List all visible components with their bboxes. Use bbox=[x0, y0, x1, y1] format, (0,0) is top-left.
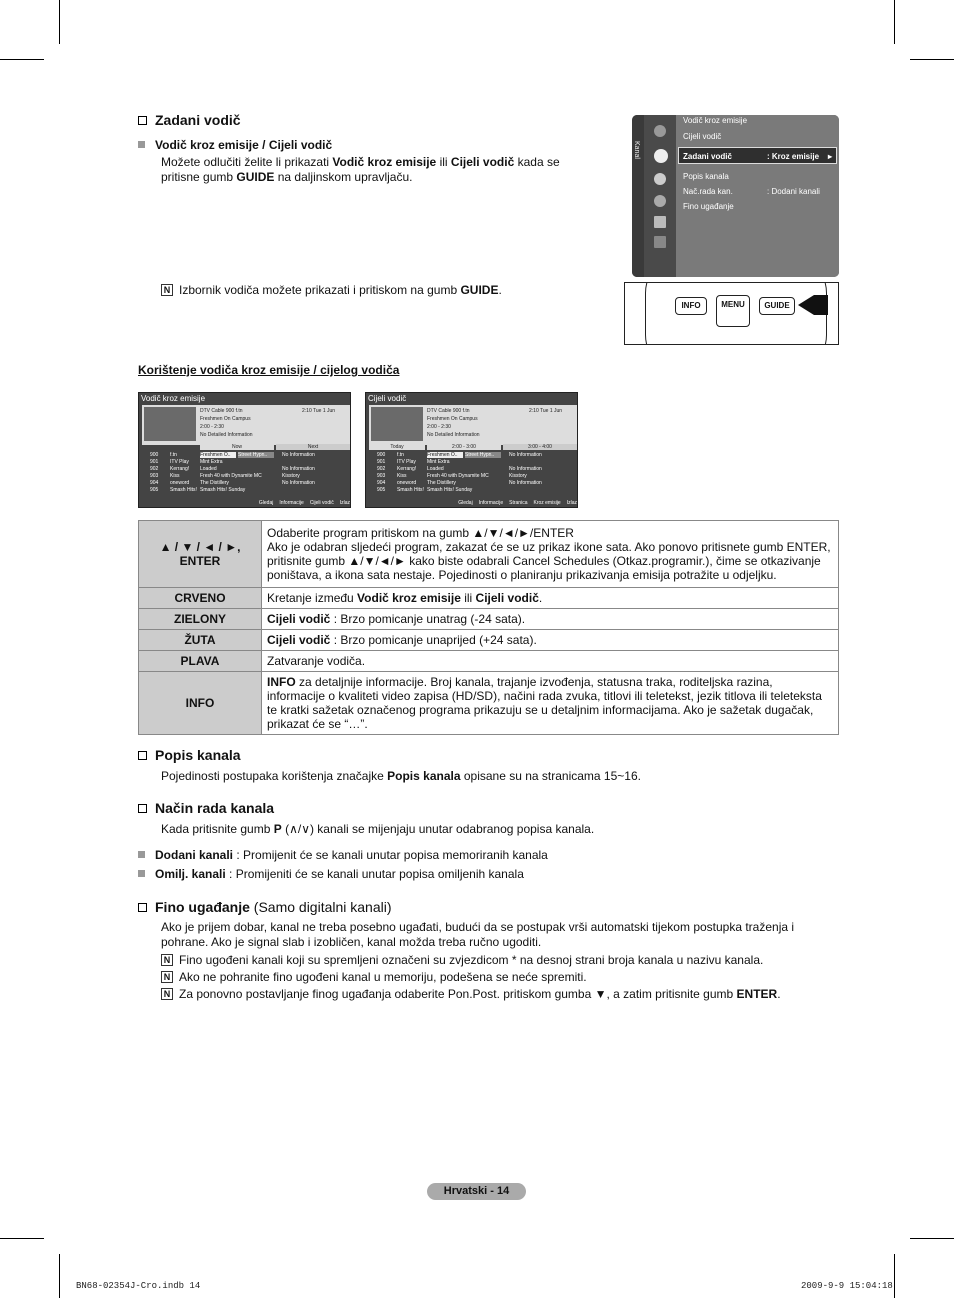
print-slug-file: BN68-02354J-Cro.indb 14 bbox=[76, 1281, 201, 1291]
square-bullet-icon bbox=[138, 851, 145, 858]
table-key: CRVENO bbox=[139, 588, 262, 609]
note-icon: N bbox=[161, 971, 173, 983]
table-value: Cijeli vodič : Brzo pomicanje unaprijed (+24 sata). bbox=[262, 630, 839, 651]
info-button[interactable]: INFO bbox=[675, 297, 707, 315]
guide-row[interactable]: 905 Smash Hits! Smash Hits! Sunday bbox=[377, 487, 473, 493]
guide-row[interactable]: 901 ITV Play Mint Extra bbox=[377, 459, 450, 465]
table-value: Cijeli vodič : Brzo pomicanje unatrag (-24 sata). bbox=[262, 609, 839, 630]
application-icon bbox=[654, 216, 666, 228]
guide-row[interactable]: 902 Kerrang! Loaded No Information bbox=[150, 466, 315, 472]
guide-screenshot-programme: Vodič kroz emisije DTV Cable 900 f.tn Freshmen On Campus 2:00 - 2:30 No Detailed Information 2:10 Tue 1 Jun Now Next 900 f.tn Freshmen O.. Street Hypn.. No Information 901 ITV Play Mint Extra 902 Kerrang! Loaded No Information 903 Kiss Fresh 40 with Dynamite MC Kisstory 904 oneword The Distillery No Information 905 Smash Hits! Smash Hits! Sunday Gledaj Informacije Cijeli vodič Izlaz bbox=[138, 392, 351, 508]
input-icon bbox=[654, 195, 666, 207]
note: N Ako ne pohranite fino ugođeni kanal u memoriju, podešena se neće spremiti. bbox=[161, 970, 587, 985]
guide-info-panel: DTV Cable 900 f.tn Freshmen On Campus 2:00 - 2:30 No Detailed Information 2:10 Tue 1 Jun bbox=[142, 405, 350, 445]
guide-footer: Gledaj Informacije Cijeli vodič Izlaz bbox=[258, 500, 350, 506]
menu-items bbox=[676, 115, 839, 277]
menu-item-selected[interactable]: Zadani vodič : Kroz emisije ▸ bbox=[678, 147, 837, 164]
guide-row[interactable]: 902 Kerrang! Loaded No Information bbox=[377, 466, 542, 472]
table-row bbox=[139, 588, 839, 609]
tv-menu-screenshot bbox=[632, 115, 839, 277]
print-slug-date: 2009-9-9 15:04:18 bbox=[801, 1281, 893, 1291]
table-value: Odaberite program pritiskom na gumb ▲/▼/◄/►/ENTER Ako je odabran sljedeći program, zakazat će se uz prikaz ikone sata. Ako ponovo pritisnete gumb ENTER, pritisnite gumb ▲/▼/◄/► kako biste odabrali Cancel Schedules (Otkaz.programir.), čime se otkazivanje poništava, a ikona sata nestaje. Pojedinosti o planiranju prikazivanja emisija potražite u odjeljku. bbox=[262, 521, 839, 588]
section-heading-koristenje: Korištenje vodiča kroz emisije / cijelog vodiča bbox=[138, 363, 400, 377]
crop-mark bbox=[59, 0, 60, 44]
crop-mark bbox=[59, 1254, 60, 1298]
table-value: Kretanje između Vodič kroz emisije ili Cijeli vodič. bbox=[262, 588, 839, 609]
table-key: ▲ / ▼ / ◄ / ►, ENTER bbox=[139, 521, 262, 588]
arrow-right-icon: ▸ bbox=[827, 152, 832, 161]
crop-mark bbox=[910, 59, 954, 60]
sub-heading: Vodič kroz emisije / Cijeli vodič bbox=[138, 138, 332, 153]
list-item: Omilj. kanali : Promijeniti će se kanali unutar popisa omiljenih kanala bbox=[138, 867, 524, 882]
menu-icon-column bbox=[644, 115, 676, 277]
pointer-arrow-icon bbox=[798, 295, 814, 315]
guide-button[interactable]: GUIDE bbox=[759, 297, 795, 315]
note-icon: N bbox=[161, 954, 173, 966]
crop-mark bbox=[0, 1238, 44, 1239]
guide-row[interactable]: 901 ITV Play Mint Extra bbox=[150, 459, 223, 465]
guide-footer: Gledaj Informacije Stranica Kroz emisije Izlaz bbox=[458, 500, 577, 506]
guide-row[interactable]: 900 f.tn Freshmen O.. Street Hypn.. No Information bbox=[150, 452, 315, 458]
table-row bbox=[139, 521, 839, 588]
video-thumbnail bbox=[371, 407, 423, 441]
crop-mark bbox=[894, 0, 895, 44]
note: N Izbornik vodiča možete prikazati i pritiskom na gumb GUIDE. bbox=[161, 283, 502, 298]
guide-screenshot-full: Cijeli vodič DTV Cable 900 f.tn Freshmen On Campus 2:00 - 2:30 No Detailed Information 2:10 Tue 1 Jun Today 2:00 - 3:00 3:00 - 4:00 900 f.tn Freshmen O.. Street Hypn.. No Information 901 ITV Play Mint Extra 902 Kerrang! Loaded No Information 903 Kiss Fresh 40 with Dynamite MC Kisstory 904 oneword The Distillery No Information 905 Smash Hits! Smash Hits! Sunday Gledaj Informacije Stranica Kroz emisije Izlaz bbox=[365, 392, 578, 508]
setup-gear-icon bbox=[654, 173, 666, 185]
menu-item[interactable]: Popis kanala bbox=[683, 172, 729, 181]
square-bullet-icon bbox=[138, 141, 145, 148]
table-key: PLAVA bbox=[139, 651, 262, 672]
guide-title: Cijeli vodič bbox=[368, 394, 407, 403]
checkbox-bullet-icon bbox=[138, 751, 147, 760]
table-row bbox=[139, 609, 839, 630]
menu-item[interactable]: Cijeli vodič bbox=[683, 132, 722, 141]
checkbox-bullet-icon bbox=[138, 903, 147, 912]
crop-mark bbox=[0, 59, 44, 60]
table-value: Zatvaranje vodiča. bbox=[262, 651, 839, 672]
support-icon bbox=[654, 236, 666, 248]
page-number-badge: Hrvatski - 14 bbox=[427, 1183, 526, 1200]
guide-row[interactable]: 903 Kiss Fresh 40 with Dynamite MC Kisstory bbox=[150, 473, 300, 479]
menu-button[interactable]: MENU bbox=[716, 295, 750, 327]
guide-row[interactable]: 904 oneword The Distillery No Information bbox=[377, 480, 542, 486]
note-icon: N bbox=[161, 284, 173, 296]
menu-item[interactable]: Vodič kroz emisije bbox=[683, 116, 748, 125]
video-thumbnail bbox=[144, 407, 196, 441]
table-value: INFO za detaljnije informacije. Broj kanala, trajanje izvođenja, statusna traka, roditeljska razina, informacije o kvaliteti video zapisa (HD/SD), načini rada zvuka, titlovi ili teletekst, jezik titlova ili teleteksta te kratki sažetak označenog programa prikazuju se u detaljnim informacijama. Ako je sažetak dugačak, prikazat će se “…”. bbox=[262, 672, 839, 735]
menu-side-strip bbox=[632, 115, 644, 277]
table-row bbox=[139, 672, 839, 735]
table-row bbox=[139, 651, 839, 672]
table-key: ZIELONY bbox=[139, 609, 262, 630]
checkbox-bullet-icon bbox=[138, 804, 147, 813]
section1-paragraph: Možete odlučiti želite li prikazati Vodič kroz emisije ili Cijeli vodič kada se pritisne gumb GUIDE na daljinskom upravljaču. bbox=[161, 155, 560, 184]
section-heading-zadani-vodic: Zadani vodič bbox=[138, 112, 241, 128]
fino-paragraph: Ako je prijem dobar, kanal ne treba posebno ugađati, budući da se postupak vrši automatski tijekom postupka traženja i pohrane. Ako je signal slab i izobličen, kanal možda treba ručno ugoditi. bbox=[161, 920, 795, 949]
popis-paragraph: Pojedinosti postupaka korištenja značajke Popis kanala opisane su na stranicama 15~16. bbox=[161, 769, 641, 783]
menu-item[interactable]: Nač.rada kan. : Dodani kanali bbox=[683, 187, 820, 196]
list-item: Dodani kanali : Promijenit će se kanali unutar popisa memoriranih kanala bbox=[138, 848, 548, 863]
guide-buttons-table bbox=[138, 520, 839, 735]
note: N Fino ugođeni kanali koji su spremljeni označeni su zvjezdicom * na desnoj strani broja kanala u nazivu kanala. bbox=[161, 953, 763, 968]
table-key: ŽUTA bbox=[139, 630, 262, 651]
remote-illustration bbox=[624, 282, 839, 345]
section-heading-popis-kanala: Popis kanala bbox=[138, 747, 241, 763]
pointer-arrow-tail-icon bbox=[814, 295, 828, 315]
square-bullet-icon bbox=[138, 870, 145, 877]
guide-row[interactable]: 900 f.tn Freshmen O.. Street Hypn.. No Information bbox=[377, 452, 542, 458]
crop-mark bbox=[910, 1238, 954, 1239]
guide-row[interactable]: 905 Smash Hits! Smash Hits! Sunday bbox=[150, 487, 246, 493]
section-heading-fino-ugadanje: Fino ugađanje (Samo digitalni kanali) bbox=[138, 899, 392, 915]
guide-info-panel: DTV Cable 900 f.tn Freshmen On Campus 2:00 - 2:30 No Detailed Information 2:10 Tue 1 Jun bbox=[369, 405, 577, 445]
checkbox-bullet-icon bbox=[138, 116, 147, 125]
section-heading-nacin-rada: Način rada kanala bbox=[138, 800, 274, 816]
note: N Za ponovno postavljanje finog ugađanja odaberite Pon.Post. pritiskom gumba ▼, a zatim pritisnite gumb ENTER. bbox=[161, 987, 781, 1002]
table-row bbox=[139, 630, 839, 651]
guide-title: Vodič kroz emisije bbox=[141, 394, 206, 403]
channel-icon bbox=[654, 149, 668, 163]
picture-icon bbox=[654, 125, 666, 137]
guide-row[interactable]: 904 oneword The Distillery No Information bbox=[150, 480, 315, 486]
nacin-paragraph: Kada pritisnite gumb P (∧/∨) kanali se mijenjaju unutar odabranog popisa kanala. bbox=[161, 822, 595, 836]
menu-item[interactable]: Fino ugađanje bbox=[683, 202, 734, 211]
menu-side-label: Kanal bbox=[633, 141, 640, 159]
guide-row[interactable]: 903 Kiss Fresh 40 with Dynamite MC Kisstory bbox=[377, 473, 527, 479]
table-key: INFO bbox=[139, 672, 262, 735]
note-icon: N bbox=[161, 988, 173, 1000]
crop-mark bbox=[894, 1254, 895, 1298]
